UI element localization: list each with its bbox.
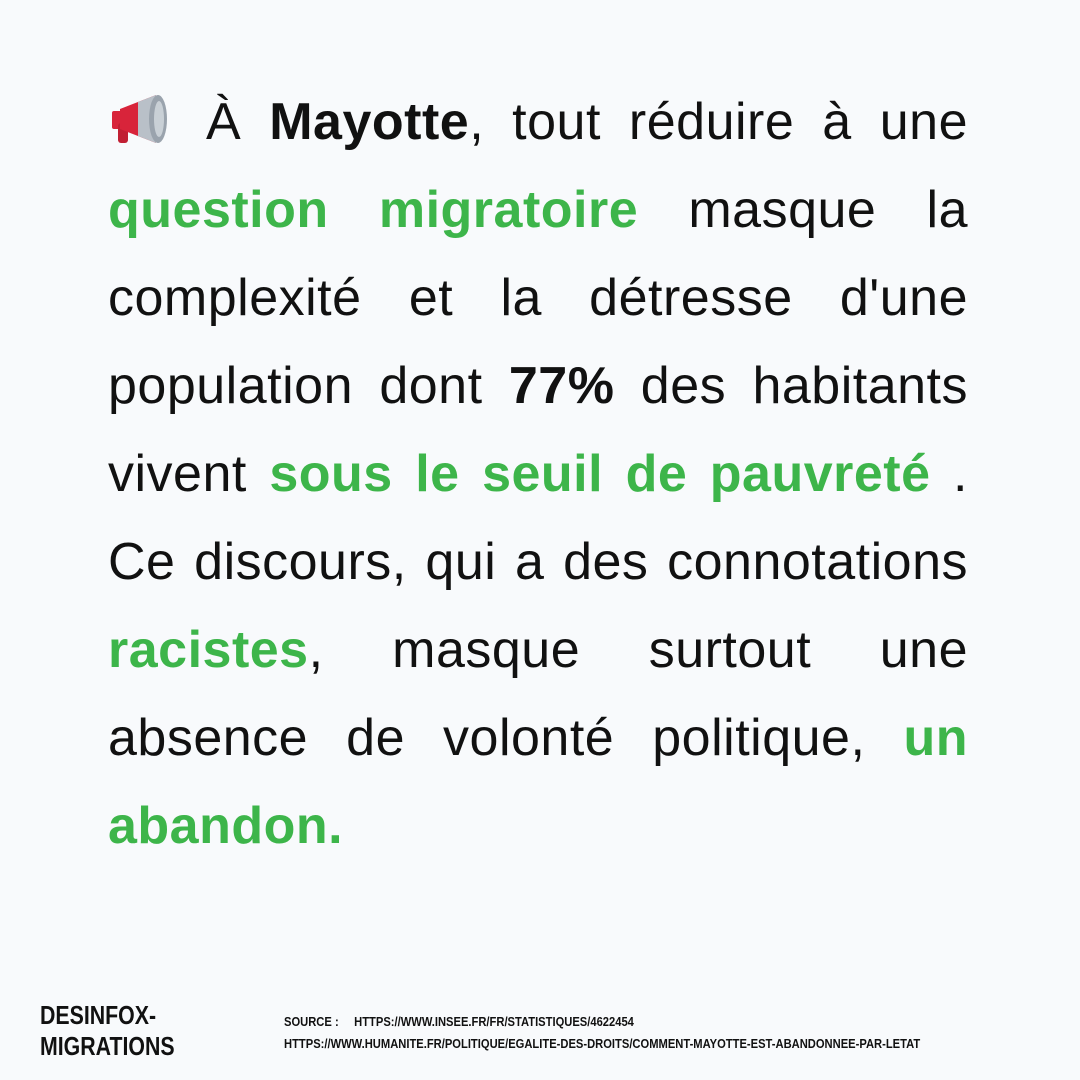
body-text: .: [930, 445, 968, 503]
message-line: [108, 518, 968, 606]
highlight-text: abandon.: [108, 797, 344, 855]
bold-text: 77%: [508, 357, 615, 415]
logo-line-1: DESINFOX-: [40, 1000, 157, 1030]
highlight-text: un: [903, 709, 968, 767]
highlight-text: racistes: [108, 621, 309, 679]
source-link-humanite[interactable]: HTTPS://WWW.HUMANITE.FR/POLITIQUE/EGALITE-DES-DROITS/COMMENT-MAYOTTE-EST-ABANDONNEE-PAR-LETAT: [284, 1036, 921, 1051]
body-text: À: [206, 93, 270, 151]
highlight-text: question migratoire: [108, 181, 639, 239]
body-text: complexité et la détresse d'une: [108, 269, 968, 327]
body-text: masque la: [638, 181, 968, 239]
main-message: [108, 78, 968, 870]
message-line: [108, 166, 968, 254]
message-line: [108, 430, 968, 518]
source-label: SOURCE :: [284, 1014, 339, 1029]
body-text: population dont: [108, 357, 509, 415]
source-block: [284, 1011, 1024, 1055]
desinfox-migrations-logo: [40, 1000, 190, 1066]
message-line: [108, 782, 968, 870]
body-text: , tout réduire à une: [469, 93, 968, 151]
message-line-1-text: [206, 93, 968, 151]
body-text: absence de volonté politique,: [108, 709, 904, 767]
bold-text: Mayotte: [269, 93, 470, 151]
message-line: [108, 606, 968, 694]
body-text: des habitants: [614, 357, 969, 415]
message-line: [108, 694, 968, 782]
source-link-insee[interactable]: HTTPS://WWW.INSEE.FR/FR/STATISTIQUES/4622454: [354, 1014, 634, 1029]
body-text: vivent: [108, 445, 270, 503]
body-text: Ce discours, qui a des connotations: [108, 533, 968, 591]
highlight-text: sous le seuil de pauvreté: [269, 445, 931, 503]
message-line: [108, 78, 968, 166]
message-line: [108, 254, 968, 342]
message-line: [108, 342, 968, 430]
body-text: , masque surtout une: [308, 621, 968, 679]
megaphone-icon: [108, 91, 172, 147]
logo-line-2: MIGRATIONS: [40, 1031, 175, 1061]
